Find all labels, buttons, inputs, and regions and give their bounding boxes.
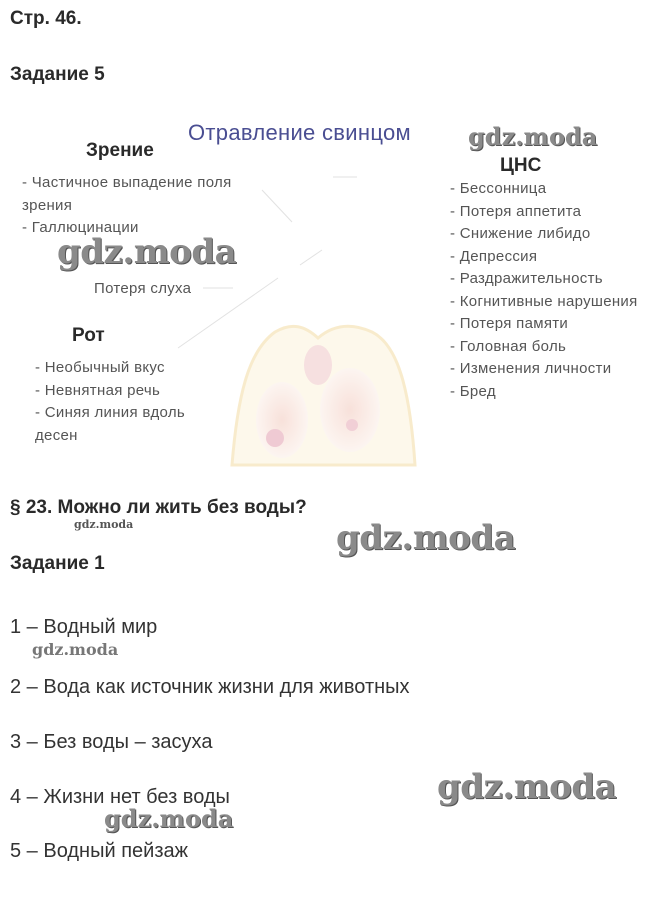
- symptom-line: - Изменения личности: [450, 360, 612, 377]
- symptom-line: - Бессонница: [450, 180, 547, 197]
- symptom-line: - Невнятная речь: [35, 381, 161, 399]
- symptom-line: - Раздражительность: [450, 270, 603, 287]
- symptom-line: зрения: [22, 196, 73, 214]
- answer-item: 5 – Водный пейзаж: [10, 840, 188, 862]
- symptom-line: десен: [35, 426, 78, 444]
- symptom-line: - Бред: [450, 382, 496, 400]
- symptom-line: - Когнитивные нарушения: [450, 292, 638, 310]
- page-number: Стр. 46.: [10, 8, 82, 29]
- cns-title: ЦНС: [500, 155, 542, 176]
- answer-item: 4 – Жизни нет без воды: [10, 786, 230, 808]
- symptom-line: - Синяя линия вдоль: [35, 404, 185, 421]
- watermark: gdz.moda: [32, 640, 119, 659]
- mouth-symptoms: [35, 357, 185, 447]
- symptom-line: - Частичное выпадение поля: [22, 174, 232, 191]
- vision-symptoms: [22, 172, 232, 240]
- task5-title: Задание 5: [10, 64, 105, 85]
- answer-item: 2 – Вода как источник жизни для животных: [10, 676, 410, 698]
- watermark: gdz.moda: [57, 232, 237, 272]
- answer-item: 1 – Водный мир: [10, 616, 158, 638]
- section-title: § 23. Можно ли жить без воды?: [10, 497, 307, 518]
- symptom-line: - Головная боль: [450, 337, 567, 355]
- watermark: gdz.moda: [468, 122, 598, 151]
- symptom-line: - Потеря аппетита: [450, 202, 582, 220]
- symptom-line: - Галлюцинации: [22, 219, 139, 236]
- watermark: gdz.moda: [437, 767, 617, 807]
- torso-silhouette: [232, 326, 415, 465]
- watermark: gdz.moda: [336, 518, 516, 558]
- symptom-line: - Снижение либидо: [450, 225, 591, 242]
- task1-title: Задание 1: [10, 553, 105, 574]
- symptom-line: - Необычный вкус: [35, 359, 165, 376]
- watermark: gdz.moda: [104, 804, 234, 833]
- answer-item: 3 – Без воды – засуха: [10, 731, 213, 753]
- hearing-label: Потеря слуха: [94, 280, 192, 297]
- vision-title: Зрение: [86, 140, 154, 161]
- mouth-title: Рот: [72, 325, 105, 346]
- cns-symptoms: [450, 178, 638, 403]
- watermark: gdz.moda: [74, 518, 134, 531]
- symptom-line: - Потеря памяти: [450, 315, 569, 332]
- diagram-title: Отравление свинцом: [188, 120, 411, 145]
- symptom-line: - Депрессия: [450, 247, 538, 265]
